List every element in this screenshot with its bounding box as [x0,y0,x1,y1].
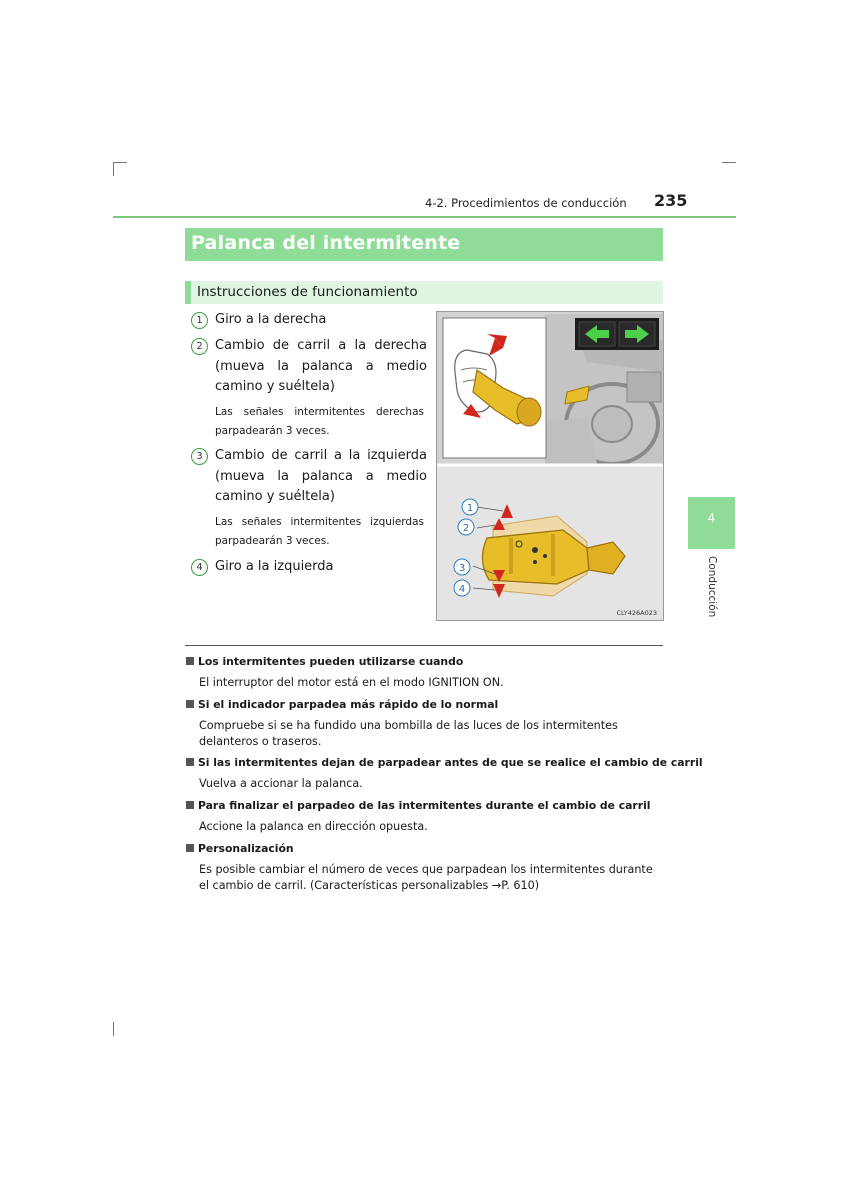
note-heading-text: Si el indicador parpadea más rápido de lo normal [198,698,499,711]
bullet-square-icon [186,844,194,852]
bullet-square-icon [186,657,194,665]
subsection-banner [185,281,663,304]
step-item [191,336,427,398]
chapter-number: 4 [707,511,716,525]
note-body: Vuelva a accionar la palanca. [199,777,363,790]
step-item [191,446,427,508]
header-rule [113,216,736,218]
note-body: El interruptor del motor está en el modo IGNITION ON. [199,676,504,689]
step-item [191,310,427,331]
figure-illustration [437,312,663,620]
step-text: Giro a la derecha [215,312,327,327]
crop-mark [113,162,114,176]
step-note: Las señales intermitentes derechas parpadearán 3 veces. [215,406,424,437]
figure-callout-2: 2 [462,523,470,534]
turn-signal-lever-figure [436,311,664,621]
chapter-label-text: Conducción [706,556,718,618]
bullet-square-icon [186,700,194,708]
crop-mark [113,162,127,163]
note-heading [186,655,463,668]
step-number-badge: 3 [191,448,208,465]
page-title: Palanca del intermitente [191,232,461,254]
step-note: Las señales intermitentes izquierdas parpadearán 3 veces. [215,516,424,547]
note-heading-text: Para finalizar el parpadeo de las intermitentes durante el cambio de carril [198,799,651,812]
note-heading-text: Los intermitentes pueden utilizarse cuando [198,655,464,668]
step-text: Giro a la izquierda [215,559,334,574]
note-body: Compruebe si se ha fundido una bombilla de las luces de los intermitentes delanteros o traseros. [199,719,618,748]
subsection-title: Instrucciones de funcionamiento [197,284,418,300]
figure-callout-1: 1 [466,503,474,514]
note-heading [186,698,498,711]
page-number: 235 [654,191,688,210]
figure-callout-4: 4 [458,584,466,595]
step-text: Cambio de carril a la izquierda (mueva la palanca a medio camino y suéltela) [215,448,427,504]
note-heading-text: Personalización [198,842,294,855]
chapter-label [706,556,718,626]
crop-mark [113,1022,114,1036]
note-body: Accione la palanca en dirección opuesta. [199,820,428,833]
step-number-badge: 2 [191,338,208,355]
figure-code: CLY426A023 [616,609,657,617]
bullet-square-icon [186,758,194,766]
figure-callout-3: 3 [458,563,466,574]
step-item [191,557,427,578]
note-heading [186,799,650,812]
running-header-section: 4-2. Procedimientos de conducción [425,196,627,210]
note-heading-text: Si las intermitentes dejan de parpadear antes de que se realice el cambio de carril [198,756,703,769]
crop-mark [722,162,736,163]
chapter-tab [688,497,735,549]
step-number-badge: 1 [191,312,208,329]
section-separator [185,645,663,646]
note-heading [186,756,703,769]
note-heading [186,842,294,855]
step-number-badge: 4 [191,559,208,576]
note-body: Es posible cambiar el número de veces que parpadean los intermitentes durante el cambio de carril. (Características personalizables →P. 610) [199,863,653,892]
subsection-accent-bar [185,281,191,304]
page-title-banner [185,228,663,261]
step-text: Cambio de carril a la derecha (mueva la palanca a medio camino y suéltela) [215,338,427,394]
bullet-square-icon [186,801,194,809]
